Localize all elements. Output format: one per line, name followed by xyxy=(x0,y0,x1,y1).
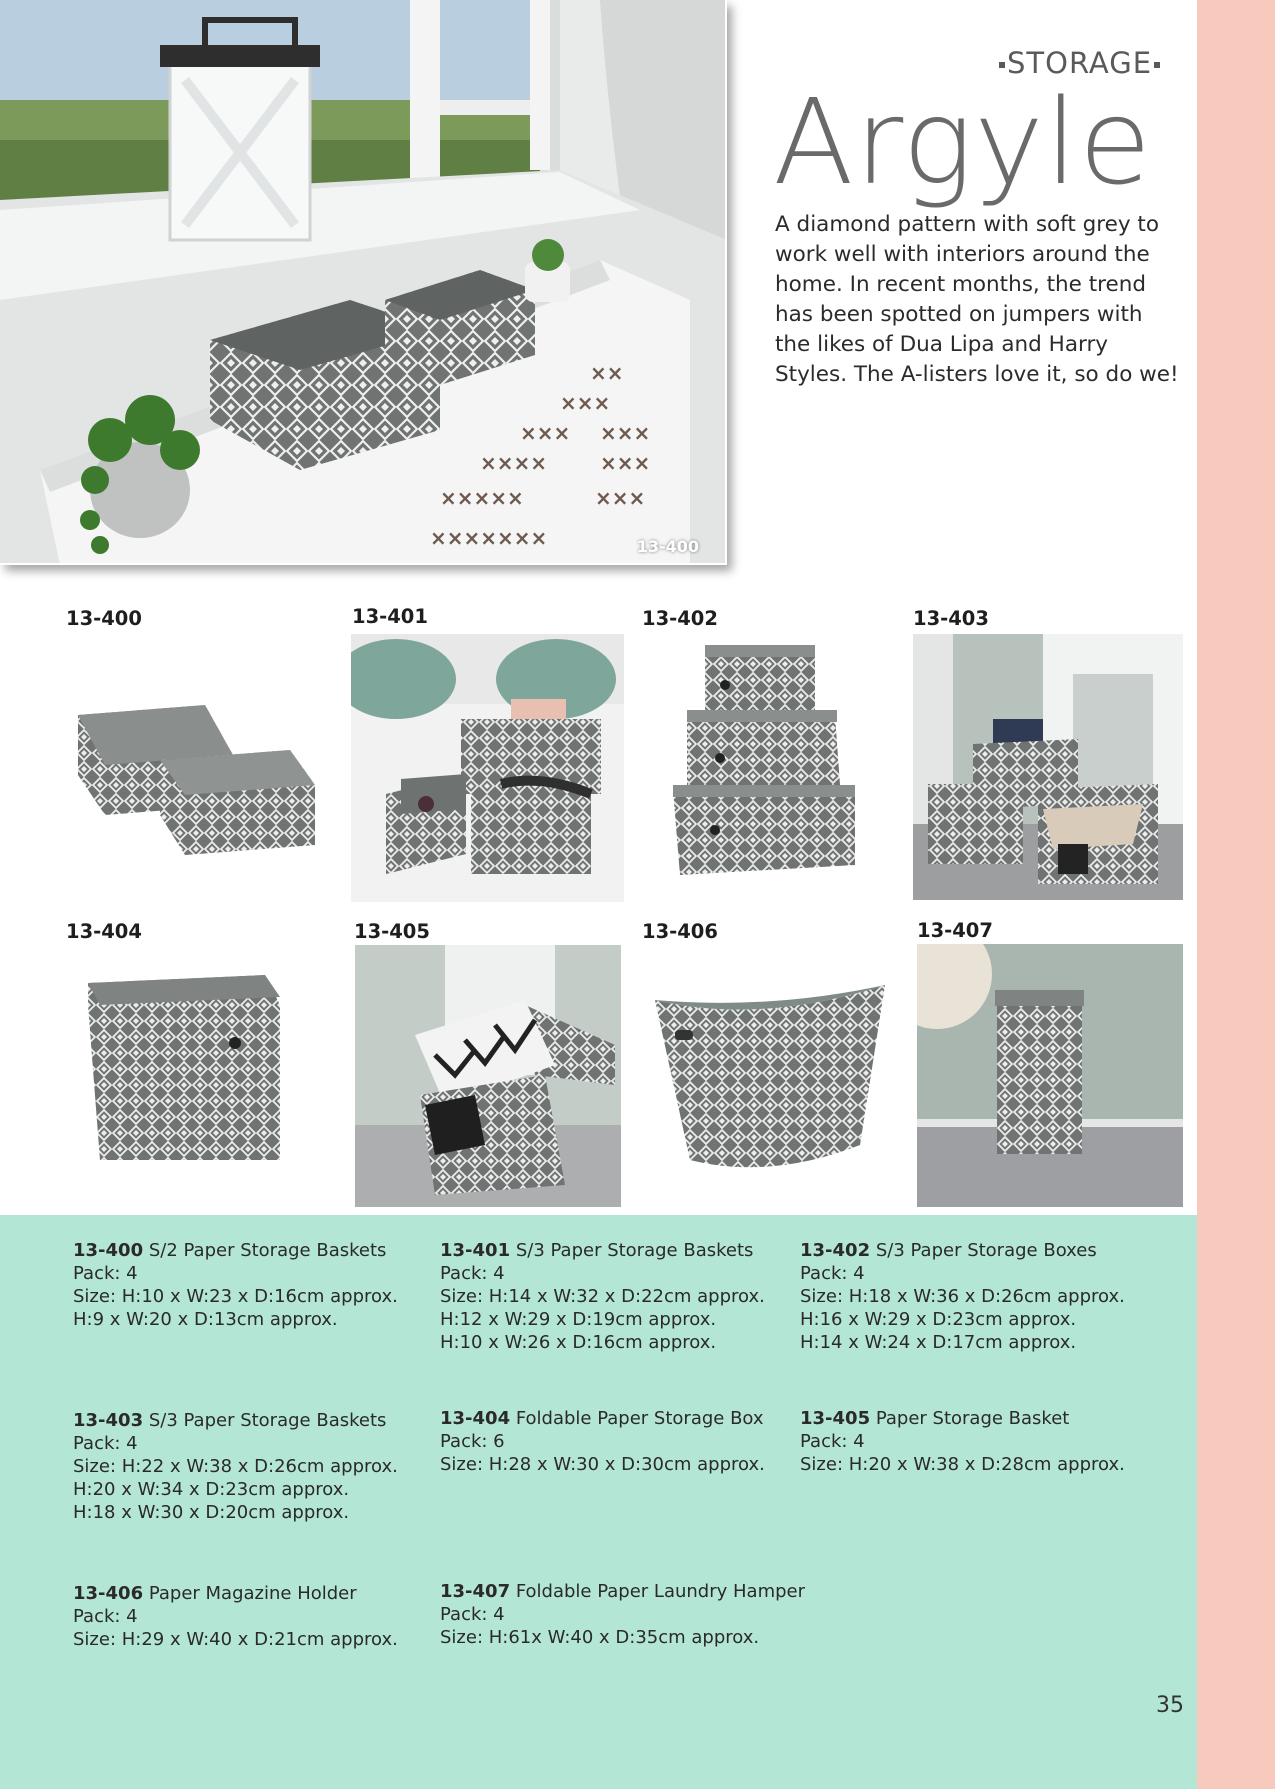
spec-name: Paper Magazine Holder xyxy=(148,1583,357,1604)
svg-text:×××: ××× xyxy=(560,391,611,415)
spec-block-13-406 xyxy=(73,1582,398,1651)
product-image-13-404 xyxy=(80,965,300,1165)
spec-size: H:18 x W:30 x D:20cm approx. xyxy=(73,1502,350,1523)
spec-size: Size: H:20 x W:38 x D:28cm approx. xyxy=(800,1454,1125,1475)
spec-name: S/2 Paper Storage Baskets xyxy=(148,1240,387,1261)
spec-code: 13-400 xyxy=(73,1240,144,1261)
product-code-label: 13-400 xyxy=(66,607,142,630)
spec-code: 13-406 xyxy=(73,1583,144,1604)
spec-size: Size: H:22 x W:38 x D:26cm approx. xyxy=(73,1456,398,1477)
spec-pack: Pack: 4 xyxy=(800,1431,865,1452)
spec-code: 13-407 xyxy=(440,1581,511,1602)
svg-text:×××××××: ××××××× xyxy=(430,526,548,550)
page-title: Argyle xyxy=(773,73,1153,211)
spec-pack: Pack: 4 xyxy=(440,1604,505,1625)
spec-name: Foldable Paper Storage Box xyxy=(515,1408,764,1429)
spec-size: H:12 x W:29 x D:19cm approx. xyxy=(440,1309,717,1330)
spec-size: Size: H:18 x W:36 x D:26cm approx. xyxy=(800,1286,1125,1307)
spec-size: Size: H:14 x W:32 x D:22cm approx. xyxy=(440,1286,765,1307)
bullet-square-icon xyxy=(999,62,1005,68)
spec-name: S/3 Paper Storage Baskets xyxy=(148,1410,387,1431)
spec-size: Size: H:28 x W:30 x D:30cm approx. xyxy=(440,1454,765,1475)
spec-pack: Pack: 4 xyxy=(73,1606,138,1627)
product-code-label: 13-401 xyxy=(352,605,428,628)
spec-size: H:16 x W:29 x D:23cm approx. xyxy=(800,1309,1077,1330)
product-code-label: 13-402 xyxy=(642,607,718,630)
spec-size: H:9 x W:20 x D:13cm approx. xyxy=(73,1309,338,1330)
product-image-13-401 xyxy=(351,634,624,902)
spec-code: 13-404 xyxy=(440,1408,511,1429)
spec-code: 13-403 xyxy=(73,1410,144,1431)
spec-pack: Pack: 4 xyxy=(440,1263,505,1284)
intro-paragraph: A diamond pattern with soft grey to work well with interiors around the home. In recent months, the trend has been spotted on jumpers with the likes of Dua Lipa and Harry Styles. The A-listers love it, so do we! xyxy=(775,212,1179,387)
spec-pack: Pack: 6 xyxy=(440,1431,505,1452)
spec-size: Size: H:29 x W:40 x D:21cm approx. xyxy=(73,1629,398,1650)
spec-size: H:20 x W:34 x D:23cm approx. xyxy=(73,1479,350,1500)
product-code-label: 13-403 xyxy=(913,607,989,630)
product-image-13-405 xyxy=(355,945,621,1207)
product-image-13-400 xyxy=(60,665,330,865)
product-image-13-407 xyxy=(917,944,1183,1207)
product-image-13-403 xyxy=(913,634,1183,900)
spec-code: 13-401 xyxy=(440,1240,511,1261)
spec-pack: Pack: 4 xyxy=(73,1433,138,1454)
product-code-label: 13-405 xyxy=(354,920,430,943)
spec-name: S/3 Paper Storage Boxes xyxy=(875,1240,1097,1261)
spec-block-13-405 xyxy=(800,1407,1125,1476)
svg-text:×××××: ××××× xyxy=(440,486,524,510)
spec-pack: Pack: 4 xyxy=(73,1263,138,1284)
product-code-label: 13-404 xyxy=(66,920,142,943)
svg-text:×××: ××× xyxy=(600,451,651,475)
product-image-13-402 xyxy=(665,640,865,890)
bullet-square-icon xyxy=(1154,62,1160,68)
hero-product-code: 13-400 xyxy=(636,537,699,556)
spec-code: 13-405 xyxy=(800,1408,871,1429)
spec-block-13-401 xyxy=(440,1239,765,1354)
page-number: 35 xyxy=(1156,1693,1184,1718)
spec-block-13-404 xyxy=(440,1407,765,1476)
svg-text:×××: ××× xyxy=(600,421,651,445)
spec-size: Size: H:61x W:40 x D:35cm approx. xyxy=(440,1627,760,1648)
spec-block-13-407 xyxy=(440,1580,805,1649)
product-code-label: 13-406 xyxy=(642,920,718,943)
spec-block-13-403 xyxy=(73,1409,398,1524)
spec-size: H:10 x W:26 x D:16cm approx. xyxy=(440,1332,717,1353)
svg-text:×××: ××× xyxy=(520,421,571,445)
spec-size: Size: H:10 x W:23 x D:16cm approx. xyxy=(73,1286,398,1307)
spec-name: Paper Storage Basket xyxy=(875,1408,1070,1429)
spec-name: S/3 Paper Storage Baskets xyxy=(515,1240,754,1261)
spec-name: Foldable Paper Laundry Hamper xyxy=(515,1581,806,1602)
spec-block-13-400 xyxy=(73,1239,398,1331)
category-text: STORAGE xyxy=(1007,46,1153,80)
svg-text:×××: ××× xyxy=(595,486,646,510)
spec-code: 13-402 xyxy=(800,1240,871,1261)
accent-side-stripe xyxy=(1197,0,1275,1789)
spec-block-13-402 xyxy=(800,1239,1125,1354)
product-code-label: 13-407 xyxy=(917,919,993,942)
spec-pack: Pack: 4 xyxy=(800,1263,865,1284)
svg-text:××××: ×××× xyxy=(480,451,548,475)
svg-text:××: ×× xyxy=(590,361,624,385)
product-image-13-406 xyxy=(650,985,890,1180)
spec-size: H:14 x W:24 x D:17cm approx. xyxy=(800,1332,1077,1353)
hero-photo xyxy=(0,0,727,565)
